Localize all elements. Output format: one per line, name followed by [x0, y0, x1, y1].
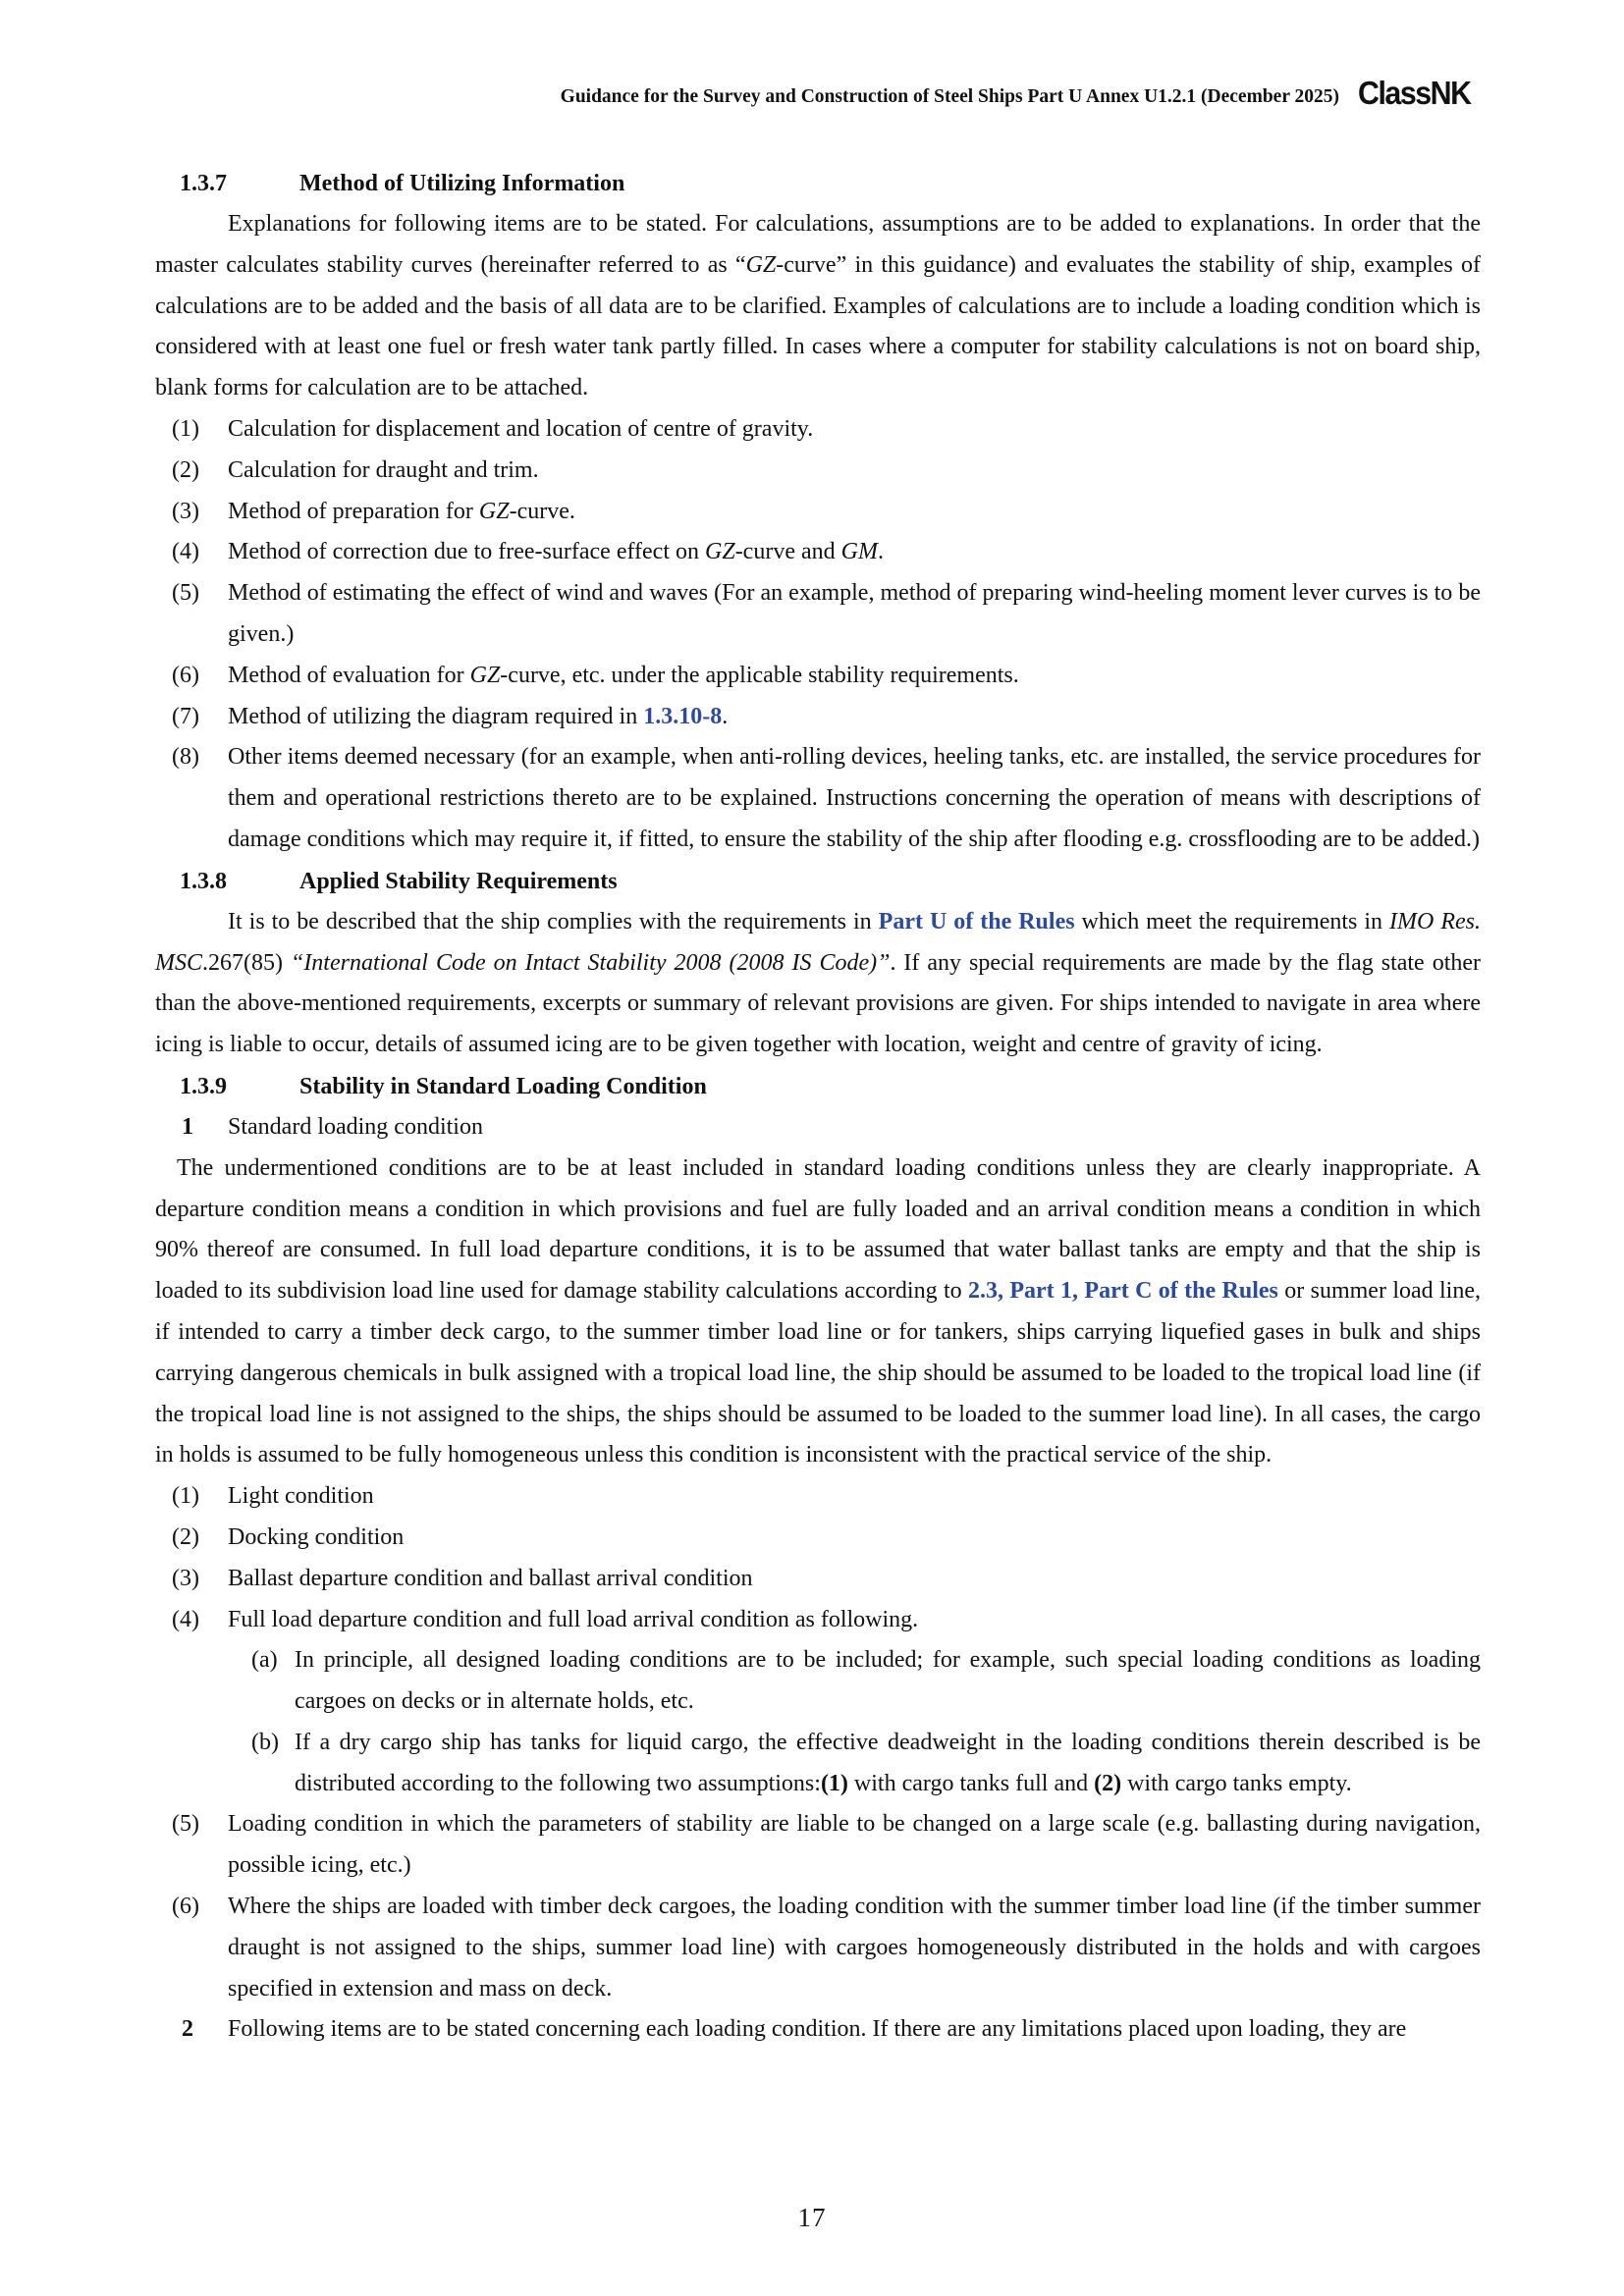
list-subitem: (b) If a dry cargo ship has tanks for liquid cargo, the effective deadweight in the loading conditions therein described is be distributed according to the following two assumptions:(1) with cargo tanks full and (2) with cargo tanks empty. [251, 1729, 1481, 1796]
document-header-title: Guidance for the Survey and Construction of Steel Ships Part U Annex U1.2.1 (December 2025) [560, 86, 1339, 107]
paragraph: It is to be described that the ship complies with the requirements in Part U of the Rules which meet the requirements in IMO Res. MSC.267(85) “International Code on Intact Stability 2008 (2008 IS Code)”. If any special requirements are made by the flag state other than the above-mentioned requirements, excerpts or summary of relevant provisions are given. For ships intended to navigate in area where icing is liable to occur, details of assumed icing are to be given together with location, weight and centre of gravity of icing. [155, 908, 1482, 1058]
cross-reference-link-1-3-10-8[interactable]: 1.3.10-8 [643, 703, 723, 729]
paragraph: Explanations for following items are to be stated. For calculations, assumptions are to be added to explanations. In order that the master calculates stability curves (hereinafter referred to as “GZ-curve” in this guidance) and evaluates the stability of ship, examples of calculations are to be added and the basis of all data are to be clarified. Examples of calculations are to include a loading condition which is considered with at least one fuel or fresh water tank partly filled. In cases where a computer for stability calculations is not on board ship, blank forms for calculation are to be attached. [155, 211, 1481, 401]
page-content [155, 163, 1481, 2051]
list-item: (4) Method of correction due to free-surface effect on GZ-curve and GM. [172, 539, 884, 565]
list-item: (4) Full load departure condition and full load arrival condition as following. [172, 1606, 919, 1632]
section-heading-1-3-8: 1.3.8 Applied Stability Requirements [180, 868, 618, 894]
list-item: (6) Method of evaluation for GZ-curve, etc. under the applicable stability requirements. [172, 662, 1019, 688]
list-item: (2) Calculation for draught and trim. [172, 456, 539, 483]
list-item: (1) Calculation for displacement and location of centre of gravity. [172, 415, 814, 442]
list-item: (8) Other items deemed necessary (for an example, when anti-rolling devices, heeling tanks, etc. are installed, the service procedures for them and operational restrictions thereto are to be explained. Instructions concerning the operation of means with descriptions of damage conditions which may require it, if fitted, to ensure the stability of the ship after flooding e.g. crossflooding are to be added.) [172, 744, 1481, 852]
list-item: (6) Where the ships are loaded with timber deck cargoes, the loading condition with the summer timber load line (if the timber summer draught is not assigned to the ships, summer load line) with cargoes homogeneously distributed in the holds and with cargoes specified in extension and mass on deck. [172, 1894, 1481, 2002]
numbered-subsection: 1 Standard loading condition [182, 1113, 483, 1140]
classnk-logo: ClassNK [1358, 75, 1471, 111]
list-item: (3) Ballast departure condition and ballast arrival condition [172, 1565, 753, 1591]
page-number: 17 [797, 2203, 827, 2232]
section-heading-1-3-9: 1.3.9 Stability in Standard Loading Condition [180, 1073, 707, 1099]
section-heading-1-3-7: 1.3.7 Method of Utilizing Information [180, 171, 625, 196]
list-item: (5) Method of estimating the effect of wind and waves (For an example, method of preparing wind-heeling moment lever curves is to be given.) [172, 580, 1481, 647]
part-c-rules-link[interactable]: 2.3, Part 1, Part C of the Rules [968, 1278, 1278, 1305]
part-u-rules-link[interactable]: Part U of the Rules [878, 908, 1075, 934]
list-item: (7) Method of utilizing the diagram required in 1.3.10-8. [172, 703, 729, 729]
paragraph: The undermentioned conditions are to be at least included in standard loading conditions unless they are clearly inappropriate. A departure condition means a condition in which provisions and fuel are fully loaded and an arrival condition means a condition in which 90% thereof are consumed. In full load departure conditions, it is to be assumed that water ballast tanks are empty and that the ship is loaded to its subdivision load line used for damage stability calculations according to 2.3, Part 1, Part C of the Rules or summer load line, if intended to carry a timber deck cargo, to the summer timber load line or for tankers, ships carrying liquefied gases in bulk and ships carrying dangerous chemicals in bulk assigned with a tropical load line, the ship should be assumed to be loaded to the tropical load line (if the tropical load line is not assigned to the ships, the ships should be assumed to be loaded to the summer load line). In all cases, the cargo in holds is assumed to be fully homogeneous unless this condition is inconsistent with the practical service of the ship. [155, 1154, 1482, 1468]
list-subitem: (a) In principle, all designed loading conditions are to be included; for example, such special loading conditions as loading cargoes on decks or in alternate holds, etc. [251, 1647, 1481, 1715]
list-item: (3) Method of preparation for GZ-curve. [172, 498, 575, 524]
list-item: (1) Light condition [172, 1483, 374, 1510]
numbered-subsection: 2 Following items are to be stated concerning each loading condition. If there are any limitations placed upon loading, they are [182, 2016, 1407, 2043]
list-item: (5) Loading condition in which the parameters of stability are liable to be changed on a large scale (e.g. ballasting during navigation, possible icing, etc.) [172, 1811, 1481, 1879]
list-item: (2) Docking condition [172, 1523, 405, 1550]
